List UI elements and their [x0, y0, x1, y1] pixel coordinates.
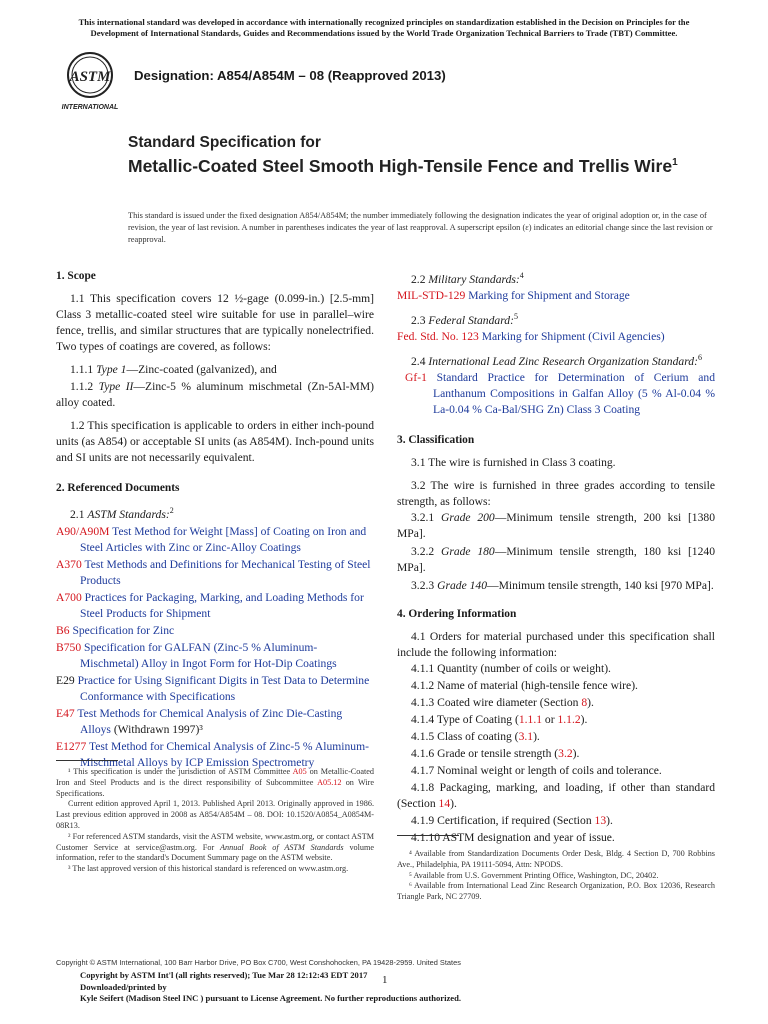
- footnote-5: ⁵ Available from U.S. Government Printing Office, Washington, DC, 20402.: [409, 870, 659, 880]
- ref-gf1[interactable]: [397, 370, 715, 418]
- grade-text: —Minimum tensile strength, 200 ksi [1380 MPa].: [397, 510, 715, 540]
- ref-title[interactable]: Specification for Zinc: [72, 623, 175, 637]
- designation: Designation: A854/A854M – 08 (Reapproved 2013): [134, 68, 446, 83]
- section-link[interactable]: 3.2: [558, 746, 573, 760]
- grade-name: Grade 200: [440, 510, 495, 524]
- page-number: 1: [382, 974, 388, 986]
- license-line-2: Downloaded/printed by: [80, 981, 167, 992]
- ordering-item: [397, 712, 715, 728]
- para-2-3: [397, 309, 715, 329]
- item-text: 4.1.2 Name of material (high-tensile fence wire).: [411, 678, 638, 692]
- item-text: or: [542, 712, 558, 726]
- astm-reference-list: [56, 524, 374, 771]
- fn-mark: 2: [169, 506, 174, 515]
- item-text: 4.1.3 Coated wire diameter (Section: [411, 695, 582, 709]
- ref-item[interactable]: [56, 673, 374, 705]
- ref-title[interactable]: Test Methods for Chemical Analysis of Zinc Die-Casting Alloys: [77, 706, 343, 736]
- ref-code[interactable]: Fed. Std. No. 123: [397, 329, 479, 343]
- num: 1.1.1: [70, 363, 97, 376]
- ref-title[interactable]: Practice for Using Significant Digits in Test Data to Determine Conformance with Specifications: [77, 673, 370, 703]
- ref-title[interactable]: Test Method for Chemical Analysis of Zinc-5 % Aluminum-Mischmetal Alloys by ICP Emission Spectrometry: [80, 739, 369, 769]
- text: —Zinc-5 % aluminum mischmetal (Zn-5Al-MM) alloy coated.: [56, 380, 375, 409]
- label: International Lead Zinc Research Organization Standard:: [428, 354, 698, 368]
- para-1-1-1: [56, 362, 374, 378]
- para-3-2: 3.2 The wire is furnished in three grades according to tensile strength, as follows:: [397, 478, 715, 508]
- item-text: ).: [606, 813, 613, 827]
- astm-logo: [56, 50, 124, 112]
- grade-list: [397, 510, 715, 594]
- footnote-rule-right: [397, 835, 459, 836]
- logo-text: ASTM: [69, 69, 111, 85]
- item-text: 4.1.4 Type of Coating (: [411, 712, 519, 726]
- section-ordering-heading: 4. Ordering Information: [397, 607, 517, 620]
- text: volume information, refer to the standard's Document Summary page on the ASTM website.: [56, 842, 375, 863]
- ordering-item: [397, 729, 715, 745]
- ref-item[interactable]: [56, 524, 374, 556]
- grade-item: [397, 578, 715, 594]
- footnote-1-edition: Current edition approved April 1, 2013. Published April 2013. Originally approved in 1986. Last previous edition approved in 2008 as A854/A854M – 08. DOI: 10.1520/A0854_A0854M-08R13.: [56, 799, 374, 830]
- text: ² For referenced ASTM standards, visit the ASTM website, www.astm.org, or contact ASTM Customer Service at service@astm.org. For: [56, 831, 374, 852]
- fn-mark: 5: [513, 311, 518, 321]
- ref-code[interactable]: A370: [56, 557, 82, 571]
- para-2-1: [56, 503, 374, 523]
- committee-link[interactable]: A05: [292, 767, 307, 776]
- grade-name: Grade 180: [440, 544, 495, 558]
- text: on Wire Specifications.: [56, 777, 375, 798]
- grade-name: Grade 140: [437, 578, 488, 592]
- item-text: 4.1.5 Class of coating (: [411, 729, 519, 743]
- item-text: 4.1.9 Certification, if required (Section: [411, 813, 595, 827]
- ordering-item: [397, 661, 715, 677]
- ordering-item: [397, 695, 715, 711]
- section-link[interactable]: 13: [594, 813, 607, 827]
- para-2-4: [397, 350, 715, 370]
- ref-title[interactable]: Standard Practice for Determination of Cerium and Lanthanum Compositions in Galfan Alloy (5 % Al-0.04 % La-0.04 % Ca-Bal/SHG Zn) Class 3 Coating: [433, 370, 715, 416]
- ref-code[interactable]: B6: [56, 623, 70, 637]
- grade-num: 3.2.1: [411, 510, 441, 524]
- ref-title[interactable]: Test Methods and Definitions for Mechanical Testing of Steel Products: [80, 557, 371, 587]
- label: Military Standards:: [428, 272, 520, 286]
- grade-item: [397, 544, 715, 576]
- item-text: ).: [533, 729, 540, 743]
- item-text: 4.1.10 ASTM designation and year of issue.: [411, 830, 615, 844]
- footnote-6: ⁶ Available from International Lead Zinc Research Organization, P.O. Box 12036, Research Triangle Park, NC 27709.: [397, 881, 715, 902]
- logo-sub: INTERNATIONAL: [61, 104, 119, 111]
- ref-title[interactable]: Marking for Shipment (Civil Agencies): [481, 329, 665, 343]
- ref-item[interactable]: [56, 590, 374, 622]
- license-line-3: Kyle Seifert (Madison Steel INC ) pursuant to License Agreement. No further reproductions authorized.: [80, 993, 462, 1003]
- ordering-item: [397, 780, 715, 812]
- ref-code[interactable]: Gf-1: [405, 370, 427, 384]
- license-block: [80, 970, 461, 1005]
- num: 2.3: [411, 313, 429, 327]
- item-text: 4.1.7 Nominal weight or length of coils and tolerance.: [411, 763, 662, 777]
- item-text: ).: [572, 746, 580, 760]
- num: 2.2: [411, 272, 429, 286]
- section-link[interactable]: 1.1.2: [557, 712, 581, 726]
- section-link[interactable]: 14: [438, 796, 451, 810]
- title-footnote-mark: 1: [672, 157, 678, 168]
- title-line2: [128, 152, 688, 177]
- ordering-item: [397, 763, 715, 779]
- tbt-notice: This international standard was developed in accordance with internationally recognized principles on standardization established in the Decision on Principles for the Development of International Standards, Guides and Recommendations issued by the World Trade Organization Technical Barriers to Trade (TBT) Committee.: [78, 17, 690, 38]
- num: 2.1: [70, 507, 88, 521]
- ref-item[interactable]: [56, 640, 374, 672]
- footnote-3: ³ The last approved version of this historical standard is referenced on www.astm.org.: [68, 864, 349, 874]
- text: —Zinc-coated (galvanized), and: [126, 363, 277, 376]
- grade-item: [397, 510, 715, 542]
- right-column: [397, 268, 715, 847]
- item-text: 4.1.1 Quantity (number of coils or weight).: [411, 661, 611, 675]
- ref-code[interactable]: E29: [56, 673, 75, 687]
- grade-text: —Minimum tensile strength, 140 ksi [970 MPa].: [487, 578, 714, 592]
- ref-title[interactable]: Marking for Shipment and Storage: [468, 288, 630, 302]
- label: ASTM Standards:: [87, 507, 170, 521]
- section-link[interactable]: 1.1.1: [518, 712, 543, 726]
- footnote-4: ⁴ Available from Standardization Documents Order Desk, Bldg. 4 Section D, 700 Robbins Ave., Philadelphia, PA 19111-5094, Attn: NPODS.: [397, 849, 715, 869]
- num: 2.4: [411, 354, 429, 368]
- label: Federal Standard:: [428, 313, 514, 327]
- item-text: 4.1.8 Packaging, marking, and loading, if other than standard (Section: [397, 780, 715, 810]
- subcommittee-link[interactable]: A05.12: [317, 777, 342, 787]
- para-1-2: 1.2 This specification is applicable to orders in either inch-pound units (as A854) or acceptable SI units (as A854M). Inch-pound units and SI units are not necessarily equivalent.: [56, 419, 374, 464]
- ref-title[interactable]: Specification for GALFAN (Zinc-5 % Aluminum-Mischmetal) Alloy in Ingot Form for Hot-Dip Coatings: [80, 640, 337, 670]
- license-line-1: Copyright by ASTM Int'l (all rights reserved); Tue Mar 28 12:12:43 EDT 2017: [80, 970, 368, 980]
- left-footnotes: [56, 767, 374, 875]
- para-1-1: 1.1 This specification covers 12 ½-gage (0.099-in.) [2.5-mm] Class 3 metallic-coated steel wire suitable for use in parallel–wire fence, trellis, and similar structures that are typically nonelectrified. Two types of coatings are covered, as follows:: [56, 292, 374, 353]
- section-classification-heading: 3. Classification: [397, 433, 475, 446]
- ref-title[interactable]: Practices for Packaging, Marking, and Loading Methods for Steel Products for Shipment: [80, 590, 364, 620]
- para-3-1: 3.1 The wire is furnished in Class 3 coating.: [411, 455, 616, 469]
- para-4-1: 4.1 Orders for material purchased under this specification shall include the following information:: [397, 629, 715, 659]
- title-main: Metallic-Coated Steel Smooth High-Tensile Fence and Trellis Wire: [128, 155, 673, 176]
- para-2-2: [397, 268, 715, 288]
- ordering-items: [397, 661, 715, 846]
- text: Annual Book of ASTM Standards: [220, 842, 344, 852]
- copyright-line: Copyright © ASTM International, 100 Barr Harbor Drive, PO Box C700, West Conshohocken, PA 19428-2959. United States: [56, 958, 461, 967]
- section-link[interactable]: 8: [581, 695, 588, 709]
- title-line1: Standard Specification for: [128, 134, 321, 151]
- grade-num: 3.2.3: [411, 578, 438, 592]
- footnote-2: [56, 832, 374, 864]
- section-scope-heading: 1. Scope: [56, 270, 96, 282]
- section-refdocs-heading: 2. Referenced Documents: [56, 482, 180, 494]
- ref-item[interactable]: [56, 706, 374, 738]
- type-label: Type II: [98, 380, 134, 393]
- ordering-item: [397, 678, 715, 694]
- item-text: ).: [450, 796, 457, 810]
- ref-code[interactable]: E1277: [56, 739, 87, 753]
- grade-num: 3.2.2: [411, 544, 441, 558]
- text: ¹ This specification is under the jurisdiction of ASTM Committee: [68, 767, 293, 776]
- item-text: 4.1.6 Grade or tensile strength (: [411, 746, 559, 760]
- footnote-1: [56, 767, 374, 799]
- num: 1.1.2: [70, 380, 99, 393]
- ref-title[interactable]: Test Method for Weight [Mass] of Coating on Iron and Steel Articles with Zinc or Zinc-Alloy Coatings: [80, 524, 367, 554]
- ref-mil-std[interactable]: [397, 288, 715, 304]
- issuance-note: This standard is issued under the fixed designation A854/A854M; the number immediately following the designation indicates the year of original adoption or, in the case of revision, the year of last revision. A number in parentheses indicates the year of last reapproval. A superscript epsilon (ε) indicates an editorial change since the last revision or reapproval.: [128, 211, 713, 244]
- ref-extra: (Withdrawn 1997)³: [110, 722, 203, 736]
- type-label: Type 1: [96, 363, 127, 376]
- footnote-rule-left: [56, 760, 118, 761]
- para-1-1-2: [56, 379, 374, 411]
- ref-code[interactable]: B750: [56, 640, 82, 654]
- ref-code[interactable]: E47: [56, 706, 75, 720]
- ref-item[interactable]: [56, 557, 374, 589]
- ref-code[interactable]: A700: [56, 590, 82, 604]
- ref-code[interactable]: A90/A90M: [56, 524, 110, 538]
- ref-code[interactable]: MIL-STD-129: [397, 288, 466, 302]
- ref-fed-std[interactable]: [397, 329, 715, 345]
- left-column: [56, 268, 374, 772]
- ref-item[interactable]: [56, 623, 374, 639]
- item-text: ).: [580, 712, 588, 726]
- section-link[interactable]: 3.1: [518, 729, 534, 743]
- ordering-item: [397, 830, 715, 846]
- grade-text: —Minimum tensile strength, 180 ksi [1240 MPa].: [397, 544, 715, 574]
- text: on Metallic-Coated Iron and Steel Products and is the direct responsibility of Subcommittee: [56, 767, 374, 787]
- right-footnotes: [397, 849, 715, 903]
- ordering-item: [397, 746, 715, 762]
- item-text: ).: [587, 695, 594, 709]
- fn-mark: 6: [697, 352, 702, 362]
- ordering-item: [397, 813, 715, 829]
- fn-mark: 4: [519, 271, 524, 280]
